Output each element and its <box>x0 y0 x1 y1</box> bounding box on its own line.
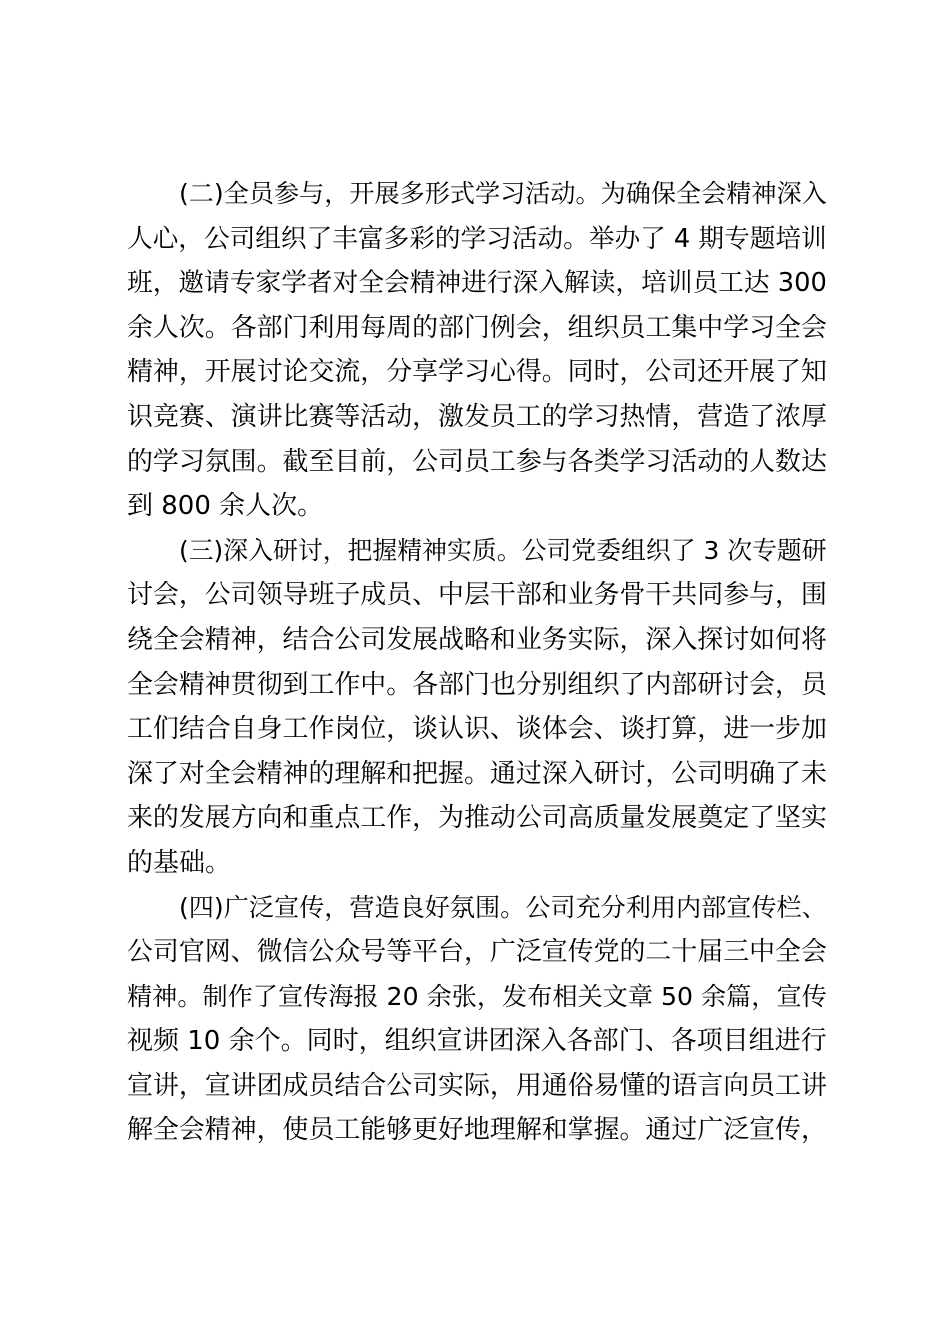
text-line: 的基础。 <box>127 847 232 878</box>
text-line: 绕全会精神，结合公司发展战略和业务实际，深入探讨如何将 <box>127 624 827 655</box>
text-line: 到 800 余人次。 <box>127 491 324 522</box>
text-line: 的学习氛围。截至目前，公司员工参与各类学习活动的人数达 <box>127 446 827 477</box>
text-line: 解全会精神，使员工能够更好地理解和掌握。通过广泛宣传， <box>127 1115 827 1146</box>
text-line: 讨会，公司领导班子成员、中层干部和业务骨干共同参与，围 <box>127 580 827 611</box>
paragraph-3-heading-line: (三)深入研讨，把握精神实质。公司党委组织了 3 次专题研 <box>179 535 827 565</box>
text-line: 班，邀请专家学者对全会精神进行深入解读，培训员工达 300 <box>127 268 827 299</box>
text-line: 来的发展方向和重点工作，为推动公司高质量发展奠定了坚实 <box>127 803 827 834</box>
text-line: 精神。制作了宣传海报 20 余张，发布相关文章 50 余篇，宣传 <box>127 981 827 1011</box>
text-line: 精神，开展讨论交流，分享学习心得。同时，公司还开展了知 <box>127 357 827 388</box>
text-line: 深了对全会精神的理解和把握。通过深入研讨，公司明确了未 <box>127 758 827 789</box>
text-line: 余人次。各部门利用每周的部门例会，组织员工集中学习全会 <box>127 312 827 343</box>
paragraph-4-heading-line: (四)广泛宣传，营造良好氛围。公司充分利用内部宣传栏、 <box>179 892 827 922</box>
text-line: 工们结合自身工作岗位，谈认识、谈体会、谈打算，进一步加 <box>127 714 827 745</box>
body-text <box>127 172 827 1153</box>
text-line: 识竞赛、演讲比赛等活动，激发员工的学习热情，营造了浓厚 <box>127 401 827 432</box>
text-line: 人心，公司组织了丰富多彩的学习活动。举办了 4 期专题培训 <box>127 223 827 254</box>
text-line: 全会精神贯彻到工作中。各部门也分别组织了内部研讨会，员 <box>127 669 827 700</box>
paragraph-2-heading-line: (二)全员参与，开展多形式学习活动。为确保全会精神深入 <box>179 179 827 208</box>
text-line: 宣讲，宣讲团成员结合公司实际，用通俗易懂的语言向员工讲 <box>127 1070 827 1101</box>
text-line: 视频 10 余个。同时，组织宣讲团深入各部门、各项目组进行 <box>127 1026 827 1057</box>
text-line: 公司官网、微信公众号等平台，广泛宣传党的二十届三中全会 <box>127 937 827 968</box>
